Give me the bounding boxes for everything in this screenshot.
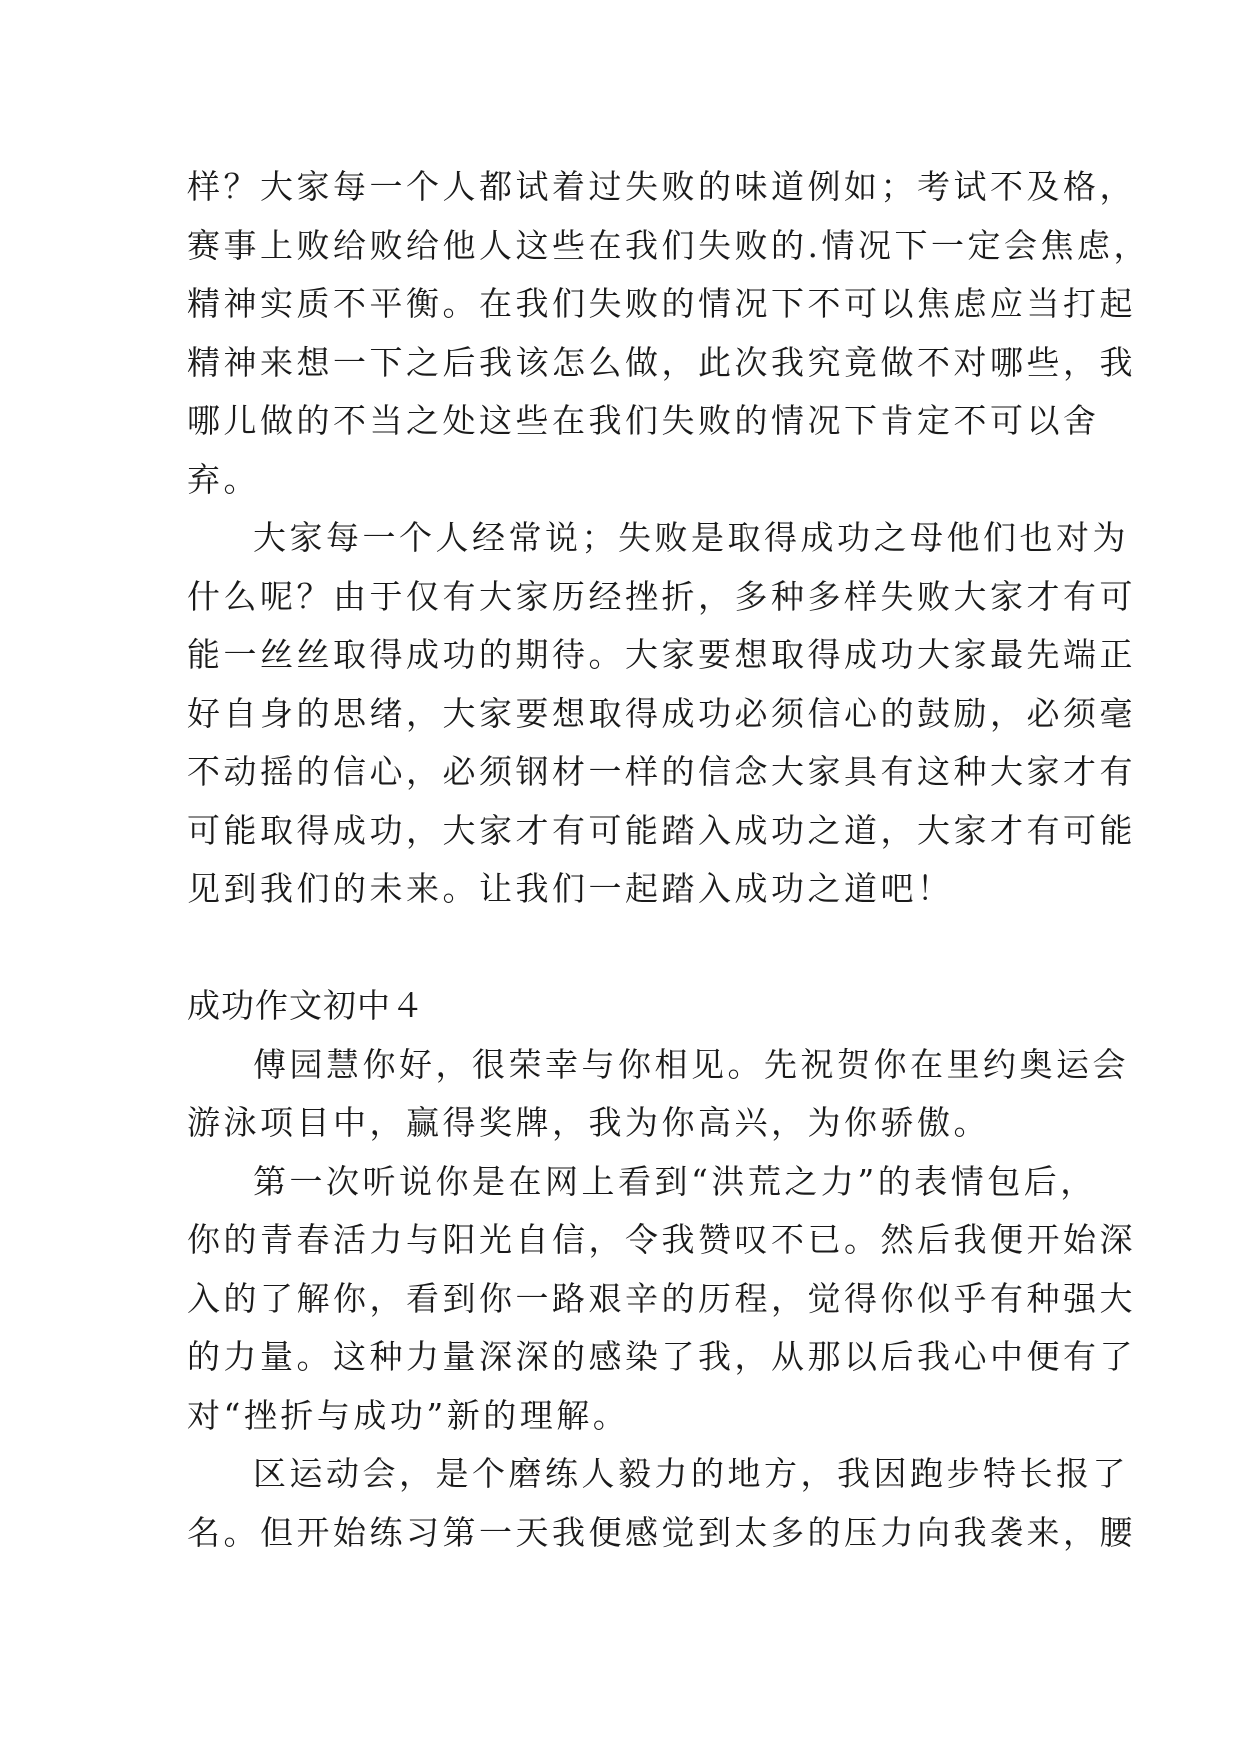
text-line: 见到我们的未来。让我们一起踏入成功之道吧！ — [187, 869, 954, 908]
paragraph-2 — [187, 509, 1136, 919]
paragraph-5 — [187, 1445, 1136, 1562]
text-line: 赛事上败给败给他人这些在我们失败的.情况下一定会焦虑， — [187, 225, 1150, 265]
text-line: 第一次听说你是在网上看到“洪荒之力”的表情包后， — [253, 1161, 1097, 1201]
section-spacer — [187, 919, 1067, 978]
paragraph-1 — [187, 158, 1150, 509]
text-line: 弃。 — [187, 459, 260, 499]
text-line: 大家每一个人经常说；失败是取得成功之母他们也对为 — [253, 518, 1129, 557]
text-line: 傅园慧你好，很荣幸与你相见。先祝贺你在里约奥运会 — [253, 1044, 1129, 1084]
paragraph-3 — [187, 1036, 1129, 1153]
text-line: 区运动会，是个磨练人毅力的地方，我因跑步特长报了 — [253, 1454, 1129, 1493]
text-line: 游泳项目中，赢得奖牌，我为你高兴，为你骄傲。 — [187, 1103, 990, 1142]
text-line: 对“挫折与成功”新的理解。 — [187, 1395, 630, 1435]
document-body — [187, 158, 1150, 1562]
text-line: 的力量。这种力量深深的感染了我，从那以后我心中便有了 — [187, 1337, 1136, 1376]
text-line: 精神来想一下之后我该怎么做，此次我究竟做不对哪些，我 — [187, 342, 1136, 382]
text-line: 精神实质不平衡。在我们失败的情况下不可以焦虑应当打起 — [187, 284, 1136, 323]
text-line: 名。但开始练习第一天我便感觉到太多的压力向我袭来，腰 — [187, 1512, 1136, 1552]
text-line: 什么呢？由于仅有大家历经挫折，多种多样失败大家才有可 — [187, 576, 1136, 616]
text-line: 样？大家每一个人都试着过失败的味道例如；考试不及格， — [187, 167, 1136, 206]
text-line: 好自身的思绪，大家要想取得成功必须信心的鼓励，必须毫 — [187, 693, 1136, 733]
text-line: 不动摇的信心，必须钢材一样的信念大家具有这种大家才有 — [187, 752, 1136, 791]
paragraph-4 — [187, 1153, 1136, 1446]
text-line: 你的青春活力与阳光自信，令我赞叹不已。然后我便开始深 — [187, 1220, 1136, 1259]
section-title: 成功作文初中４ — [187, 986, 425, 1025]
text-line: 能一丝丝取得成功的期待。大家要想取得成功大家最先端正 — [187, 635, 1136, 674]
text-line: 入的了解你，看到你一路艰辛的历程，觉得你似乎有种强大 — [187, 1278, 1136, 1318]
text-line: 哪儿做的不当之处这些在我们失败的情况下肯定不可以舍 — [187, 401, 1100, 440]
text-line: 可能取得成功，大家才有可能踏入成功之道，大家才有可能 — [187, 810, 1136, 850]
